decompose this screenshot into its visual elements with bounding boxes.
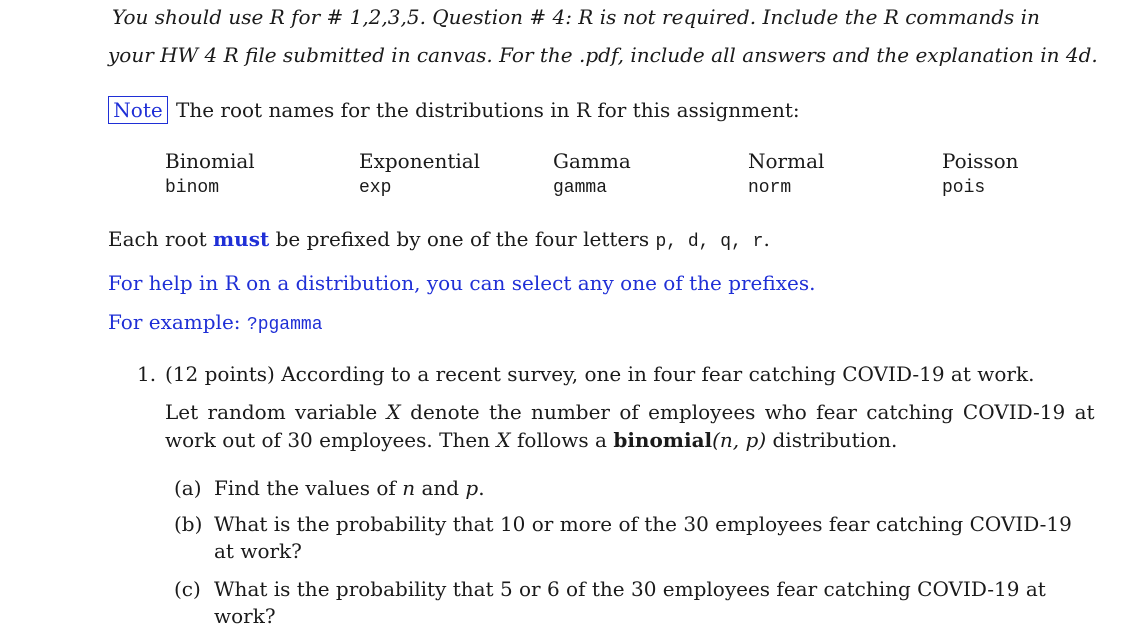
dist-root-gamma: gamma	[553, 178, 608, 198]
binomial-params: (n, p)	[712, 428, 767, 452]
part-c-line-1: What is the probability that 5 or 6 of the 30 employees fear catching COVID-19 at	[214, 577, 1046, 601]
part-a-var-p: p	[465, 476, 479, 500]
body2-text-a: work out of 30 employees. Then	[165, 428, 491, 452]
prefix-must: must	[213, 227, 270, 251]
dist-root-exp: exp	[359, 178, 392, 198]
prefix-before: Each root	[108, 227, 207, 251]
part-a-mid: and	[421, 476, 460, 500]
part-a-label: (a)	[174, 476, 202, 500]
note-text: The root names for the distributions in R for this assignment:	[176, 98, 800, 122]
prefix-end: .	[763, 227, 770, 251]
help-line: For help in R on a distribution, you can select any one of the prefixes.	[108, 271, 816, 295]
dist-name-exponential: Exponential	[359, 149, 481, 173]
body-text-b: denote the number of employees who fear catching COVID-19 at	[410, 400, 1095, 424]
dist-name-gamma: Gamma	[553, 149, 631, 173]
dist-root-pois: pois	[942, 178, 986, 198]
intro-line-2: your HW 4 R file submitted in canvas. For the .pdf, include all answers and the explanation in 4d.	[108, 43, 1098, 67]
body2-text-b: follows a	[517, 428, 607, 452]
help-example	[108, 310, 323, 337]
part-a-end: .	[478, 476, 485, 500]
part-b-line-1: What is the probability that 10 or more of the 30 employees fear catching COVID-19	[214, 512, 1072, 536]
intro-line-1: You should use R for # 1,2,3,5. Question # 4: R is not required. Include the R commands in	[112, 5, 1040, 29]
question-body-line-1	[165, 400, 1095, 424]
binomial-word: binomial	[613, 428, 713, 452]
body2-var-x: X	[496, 428, 511, 452]
part-c-label: (c)	[174, 577, 201, 601]
body2-text-c: distribution.	[772, 428, 898, 452]
body-text-a: Let random variable	[165, 400, 378, 424]
prefix-after: be prefixed by one of the four letters	[275, 227, 650, 251]
part-b-line-2: at work?	[214, 539, 302, 563]
part-c-line-2: work?	[214, 604, 276, 628]
part-a-text-a: Find the values of	[214, 476, 396, 500]
part-a-var-n: n	[402, 476, 416, 500]
prefix-sentence	[108, 227, 770, 254]
question-body-line-2	[165, 428, 897, 452]
part-a-text	[214, 476, 485, 500]
part-b-label: (b)	[174, 512, 203, 536]
question-header: (12 points) According to a recent survey, one in four fear catching COVID-19 at work.	[165, 362, 1035, 386]
help-example-code: ?pgamma	[246, 315, 323, 335]
dist-name-binomial: Binomial	[165, 149, 255, 173]
dist-root-norm: norm	[748, 178, 792, 198]
dist-name-normal: Normal	[748, 149, 825, 173]
body-var-x: X	[386, 400, 401, 424]
note-label: Note	[108, 96, 168, 124]
prefix-letters: p, d, q, r	[655, 232, 764, 252]
dist-root-binom: binom	[165, 178, 220, 198]
dist-name-poisson: Poisson	[942, 149, 1019, 173]
help-example-label: For example:	[108, 310, 241, 334]
question-number: 1.	[137, 362, 157, 386]
